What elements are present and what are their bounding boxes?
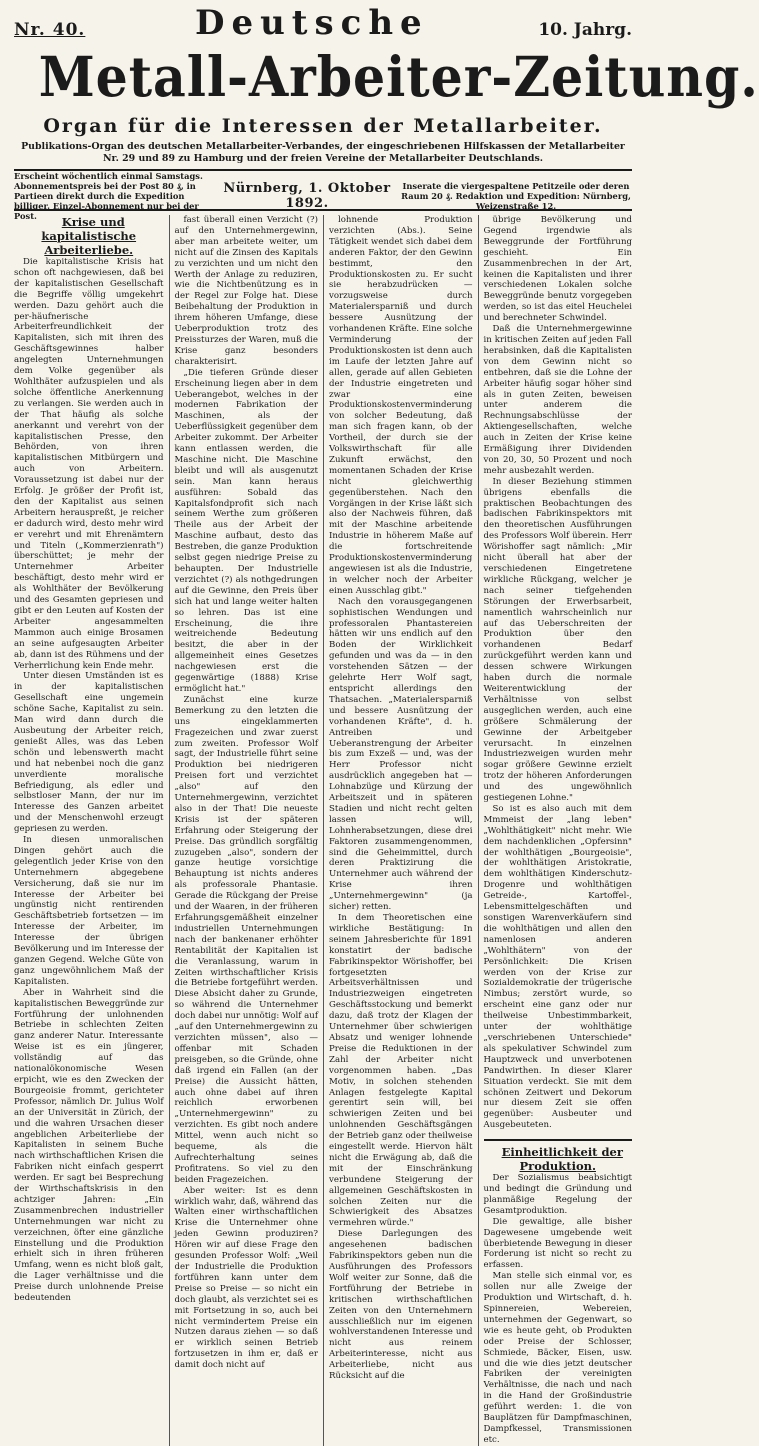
article-columns [14, 215, 632, 1445]
article-headline: Krise und kapitalistische Arbeiterliebe. [41, 215, 137, 257]
column-4 [478, 215, 633, 1446]
article-paragraph: In dieser Beziehung stimmen übrigens ebenfalls die praktischen Beobachtungen des badischen Fabrikinspektors mit den theoretischen Ausführungen des Professors Wolf überein. Herr Wörishoffer sagt nämlich: „Mir nicht überall hat aber der verschiedenen Eingetretene wirkliche Rückgang, welcher je nach seiner tiefgehenden Störungen der Erwerbsarbeit, namentlich wahrscheinlich nur auf das Ueberschreiten der Produktion über den vorhandenen Bedarf zurückgeführt werden kann und dessen schwere Wirkungen haben durch die normale Weiterentwicklung der Verhältnisse von selbst ausgeglichen werden, auch eine größere Schmälerung der Gewinne der Arbeitgeber verursacht. In einzelnen Industriezweigen wurden mehr sogar größere Gewinne erzielt trotz der höheren Anforderungen und des ungewöhnlich gestiegenen Lohne." [483, 476, 632, 804]
article-paragraph: Man stelle sich einmal vor, es sollen nur alle Zweige der Produktion und Wirtschaft, d. h. Spinnereien, Webereien, unternehmen der Gegenwart, so wie es heute geht, ob Produkten oder Preise der Schlosser, Schmiede, Bäcker, Eisen, usw. und die wie dies jetzt deutscher Fabriken der vereinigten Verhältnisse, die nach und nach in die Hand der Großindustrie geführt werden: 1. die von Bauplätzen für Dampfmaschinen, Dampfkessel, Transmissionen etc. [483, 1271, 632, 1445]
article-paragraph: In diesen unmoralischen Dingen gehört auch die gelegentlich jeder Krise von den Unternehmern abgegebene Versicherung, daß sie nur im Interesse der Arbeiter bei ungünstig nicht rentirenden Geschäftsbetrieb fortsetzen — im Interesse der Arbeiter, im Interesse der übrigen Bevölkerung und im Interesse der ganzen Gegend. Welche Güte von ganz ungewöhnlichem Maß der Kapitalisten. [14, 835, 164, 987]
masthead-topline [14, 3, 632, 43]
newspaper-title: Metall-Arbeiter-Zeitung. [38, 44, 759, 109]
volume-number: 10. Jahrg. [538, 20, 632, 40]
article-paragraph: Nach den vorausgegangenen sophistischen Wendungen und professoralen Phantastereien hätten wir uns endlich auf den Boden der Wirklichkeit gefunden und was da — in den vorstehenden Sätzen — der gelehrte Herr Wolf sagt, entspricht allerdings den Thatsachen. „Materialersparniß und bessere Ausnützung der vorhandenen Kräfte", d. h. Antreiben und Ueberanstrengung der Arbeiter bis zum Exzeß — und, was der Herr Professor nicht ausdrücklich angegeben hat — Lohnabzüge und Kürzung der Arbeitszeit und in späteren Stadien und nicht recht gelten lassen will, Lohnherabsetzungen, diese drei Faktoren zusammengenommen, sind die Geheimmittel, durch deren Praktizirung die Unternehmer auch während der Krise ihren „Unternehmergewinn" (ja sicher) retten. [329, 596, 473, 913]
article-paragraph: In dem Theoretischen eine wirkliche Bestätigung: In seinem Jahresberichte für 1891 konstatirt der badische Fabrikinspektor Wörishoffer, bei fortgesetzten Arbeitsverhältnissen und Industriezweigen eingetreten Geschäftsstockung und bemerkt dazu, daß trotz der Klagen der Unternehmer über schwierigen Absatz und weniger lohnende Preise die Reduktionen in der Zahl der Arbeiter nicht vorgenommen haben. „Das Motiv, in solchen stehenden Anlagen festgelegte Kapital gerentirt sein will, bei schwierigen Zeiten und bei unlohnenden Geschäftsgängen der Betrieb ganz oder theilweise eingestellt werde. Hiervon hält nicht die Erwägung ab, daß die mit der Einschränkung verbundene Steigerung der allgemeinen Geschäftskosten in solchen Zeiten nur die Schwierigkeit des Absatzes vermehren würde." [329, 913, 473, 1229]
advertising-info: Inserate die viergespaltene Petitzeile oder deren Raum 20 ₰. Redaktion und Expedition: Nürnberg, Weizenstraße 12. [401, 181, 631, 211]
article-paragraph: übrige Bevölkerung und Gegend irgendwie als Beweggrunde der Fortführung geschieht. Ein Zusammenbrechen in der Art, keinen die Kapitalisten und ihrer verschiedenen Lokalen solche Beweggründe benutz vorgegeben werden, so ist das eitel Heuchelei und berechneter Schwindel. [483, 215, 632, 324]
article-paragraph: Unter diesen Umständen ist es in der kapitalistischen Gesellschaft eine ungemein schöne Sache, Kapitalist zu sein. Man wird dann durch die Ausbeutung der Arbeiter reich, genießt Alles, was das Leben schön und lebenswerth macht und hat nebenbei noch die ganz unverdiente moralische Befriedigung, als edler und selbstloser Mann, der nur im Interesse des Ganzen arbeitet und der Menschenwohl erzeugt gepriesen zu werden. [14, 671, 164, 835]
article-paragraph: So ist es also auch mit dem Mmmeist der „lang leben" „Wohlthätigkeit" nicht mehr. Wie dem nachdenklichen „Opfersinn" der wohlthätigen „Bourgeoisie", der wohlthätigen Aristokratie, dem wohlthätigen Kinderschutz-Drogenre und wohlthätigen Getreide-, Kartoffel-, Lebensmittelgeschäften und sonstigen Warenverkäufern sind die wohlthätigen und allen den namenlosen anderen „Wohlthätern" von der Persönlichkeit: Die Krisen werden von der Krise zur Sozialdemokratie der trügerische Nimbus; zerstört wurde, so erscheint eine ganz oder nur theilweise Unbestimmbarkeit, unter der wohlthätige „verschriebenen Unterschiede" als spekulativer Schwindel zum Hauptzweck und unverbotenen Pandwirthen. In dieser Klarer Situation verdeckt. Sie mit dem schönen Zeitwert und Dekorum nur diesem Zeit sie offen gegenüber: Ausbeuter und Ausgebeuteten. [483, 803, 632, 1131]
publication-note: Publikations-Organ des deutschen Metallarbeiter-Verbandes, der eingeschriebenen Hilfskassen der Metallarbeiter Nr. 29 und 89 zu Hamburg und der freien Vereine der Metallarbeiter Deutschlands. [21, 141, 625, 164]
column-2 [169, 215, 324, 1446]
article-paragraph: Diese Darlegungen des angesehenen badischen Fabrikinspektors geben nun die Ausführungen des Professors Wolf weiter zur Sonne, daß die Fortführung der Betriebe in kritischen wirthschaftlichen Zeiten von den Unternehmern ausschließlich nur im eigenen wohlverstandenen Interesse und nicht aus reinem Arbeiterinteresse, nicht aus Arbeiterliebe, nicht aus Rücksicht auf die [329, 1229, 473, 1382]
article-paragraph: Zunächst eine kurze Bemerkung zu den letzten die uns eingeklammerten Fragezeichen und zwar zuerst zum zweiten. Professor Wolf sagt, der Industrielle führt seine Produktion bei niedrigeren Preisen fort und verzichtet „also" auf den Unternehmergewinn, verzichtet also in der That! Die neueste Krisis ist der späteren Erfahrung oder Steigerung der Preise. Das gründlich sorgfältig zuzugeben „also", sondern der ganze heutige vorsichtige Behauptung ist nichts anderes als professorale Phantasie. Gerade die Rückgang der Preise und der Waaren, in der früheren Erfahrungsgemäßheit einzelner industriellen Unternehmungen nach der bankenaner erhöhter Rentabilität der Kapitalien ist die Veranlassung, warum in Zeiten wirthschaftlicher Krisis die Betriebe fortgeführt werden. Diese Absicht daher zu Grunde, so während die Unternehmer doch dabei nur unnötig: Wolf auf „auf den Unternehmergewinn zu verzichten müssen", also — offenbar mit Schaden preisgeben, so die Gründe, ohne daß irgend ein Fallen (an der Preise) die Aussicht hätten, auch ohne dabei auf ihren reichlich erworbenen „Unternehmergewinn" zu verzichten. Es gibt noch andere Mittel, wenn auch nicht so bequeme, als die Aufrechterhaltung seines Profitratens. So viel zu den beiden Fragezeichen. [174, 694, 318, 1185]
article-paragraph: Aber in Wahrheit sind die kapitalistischen Beweggründe zur Fortführung der unlohnenden Betriebe in schlechten Zeiten ganz anderer Natur. Interessante Weise ist es ein jüngerer, vollständig auf das nationalökonomische Wesen erpicht, wie es den Zwecken der Bourgeoisie frommt, gerichteter Professor, nämlich Dr. Julius Wolf an der Universität in Zürich, der und die wahren Ursachen dieser angeblichen Arbeiterliebe der Kapitalisten in seinem Buche nach wirthschaftlichen Krisen die Fabriken nicht einfach gesperrt werden. Er sagt bei Besprechung der Wirthschaftskrisis in den achtziger Jahren: „Ein Zusammenbrechen industrieller Unternehmungen war nicht zu verzeichnen, öfter eine gänzliche Einstellung und die Produktion erhielt sich in ihren früheren Umfang, wenn es nicht bloß galt, die Lager verhältnisse und die Preise durch unlohnende Preise bedeutenden [14, 987, 164, 1304]
article-paragraph: Die gewaltige, alle bisher Dagewesene umgebende weit überbietende Bewegung in dieser Forderung ist nicht so recht zu erfassen. [483, 1216, 632, 1271]
subscription-info: Erscheint wöchentlich einmal Samstags. Abonnementspreis bei der Post 80 ₰, in Partieen direkt durch die Expedition billiger. Einzel-Abonnement nur bei der Post. [14, 171, 203, 221]
second-article-headline: Einheitlichkeit der Produktion. [484, 1139, 633, 1173]
article-paragraph: Daß die Unternehmergewinne in kritischen Zeiten auf jeden Fall herabsinken, daß die Kapitalisten von dem Gewinn nicht so entbehren, daß sie die Lohne der Arbeiter häufig sogar höher sind als in guten Zeiten, beweisen unter anderem die Rechnungsabschlüsse der Aktiengesellschaften, welche auch in Zeiten der Krise keine Ermäßigung ihrer Dividenden von 20, 30, 50 Prozent und noch mehr ausbezahlt werden. [483, 324, 632, 476]
info-bar [14, 169, 632, 221]
dateline: Nürnberg, 1. Oktober 1892. [223, 181, 391, 211]
issue-number: Nr. 40. [14, 20, 86, 40]
article-paragraph: Der Sozialismus beabsichtigt und bedingt die Gründung und planmäßige Regelung der Gesamtproduktion. [483, 1173, 632, 1216]
article-paragraph: „Die tieferen Gründe dieser Erscheinung liegen aber in dem Ueberangebot, welches in der modernen Fabrikation der Maschinen, als der Ueberflüssigkeit gegenüber dem Arbeiter zukommt. Der Arbeiter kann entlassen werden, die Maschine nicht. Die Maschine bleibt und will als ausgenutzt sein. Man kann heraus ausführen: Sobald das Kapitalsfondprofit sich nach seinem Werthe zum größeren Theile aus der Arbeit der Maschine aufbaut, desto das Bestreben, die ganze Produktion selbst gegen niedrige Preise zu behaupten. Der Industrielle verzichtet (?) als nothgedrungen auf die Gewinne, den Preis über sich hat und lange weiter halten so lehren. Das ist eine Erscheinung, die ihre weitreichende Bedeutung besitzt, die aber in der allgemeinheit eines Gesetzes nachgewiesen erst die gegenwärtige (1888) Krise ermöglicht hat." [174, 367, 318, 694]
column-3 [323, 215, 478, 1446]
article-paragraph: lohnende Produktion verzichten (Abs.). Seine Tätigkeit wendet sich dabei dem anderen Faktor, der den Gewinn bestimmt, den Produktionskosten zu. Er sucht sie herabzudrücken — vorzugsweise durch Materialersparniß und durch bessere Ausnützung der vorhandenen Kräfte. Eine solche Verminderung der Produktionskosten ist denn auch im Laufe der letzten Jahre auf allen, gerade auf allen Gebieten der Industrie eingetreten und zwar eine Produktionskostenverminderung von solcher Bedeutung, daß man sich fragen kann, ob der Vortheil, der durch sie der Volkswirthschaft für alle Zukunft erwächst, den momentanen Schaden der Krise nicht gleichwerthig gegenüberstehen. Nach den Vorgängen in der Krise läßt sich also der Nachweis führen, daß mit der Maschine arbeitende Industrie in höherem Maße auf die fortschreitende Produktionskostenverminderung angewiesen ist als die Industrie, in welcher noch der Arbeiter einen Ausschlag gibt." [329, 215, 473, 596]
masthead-kicker: Deutsche [194, 3, 429, 43]
article-paragraph: Aber weiter: Ist es denn wirklich wahr, daß, während das Walten einer wirthschaftlichen Krise die Unternehmer ohne jeden Gewinn produziren? Hören wir auf diese Frage den gesunden Professor Wolf: „Weil der Industrielle die Produktion fortführen kann unter dem Preise so Preise — so nicht ein doch glaubt, als verzichtet sei es mit Fortsetzung in so, auch bei nicht vermindertem Preise ein Nutzen daraus ziehen — so daß er wirklich seinen Betrieb fortzusetzen in ihm er, daß er damit doch nicht auf [174, 1185, 318, 1371]
column-1 [14, 215, 169, 1446]
article-paragraph: fast überall einen Verzicht (?) auf den Unternehmergewinn, aber man arbeitete weiter, um nicht auf die Zinsen des Kapitals zu verzichten und um nicht den Werth der Anlage zu reduziren, wie die Nichtbenützung es in der Regel zur Folge hat. Diese Beibehaltung der Produktion in ihrem höheren Umfange, diese Ueberproduktion trotz des Preissturzes der Waren, muß die Krise ganz besonders charakterisirt. [174, 215, 318, 367]
article-paragraph: Die kapitalistische Krisis hat schon oft nachgewiesen, daß bei der kapitalistischen Gesellschaft die Begriffe völlig umgekehrt werden. Dazu gehört auch die per-häufnerische Arbeiterfreundlichkeit der Kapitalisten, sich mit ihren des Geschäftsgewinnes halber angelegten Unternehmungen dem Volke gegenüber als Wohlthäter aufzuspielen und als solche öffentliche Anerkennung zu verlangen. Sie werden auch in der That häufig als solche anerkannt und verehrt von der kapitalistischen Presse, den Behörden, von ihren kapitalistischen Mitbürgern und auch von Arbeitern. Voraussetzung ist dabei nur der Erfolg. Je größer der Profit ist, den der Kapitalist aus seinen Arbeitern herauspreßt, je reicher er dadurch wird, desto mehr wird er verehrt und mit Ehrenämtern und Titeln („Kommerzienrath") überschüttet; je mehr der Unternehmer Arbeiter beschäftigt, desto mehr wird er als Wohlthäter der Bevölkerung und des Gesamten gepriesen und gibt er den Leuten auf Kosten der Arbeiter angesammelten Mammon auch einige Brosamen an seine aufgesaugten Arbeiter ab, dann ist des Rühmens und der Verherrlichung kein Ende mehr. [14, 257, 164, 671]
newspaper-subtitle: Organ für die Interessen der Metallarbeiter. [43, 115, 603, 137]
